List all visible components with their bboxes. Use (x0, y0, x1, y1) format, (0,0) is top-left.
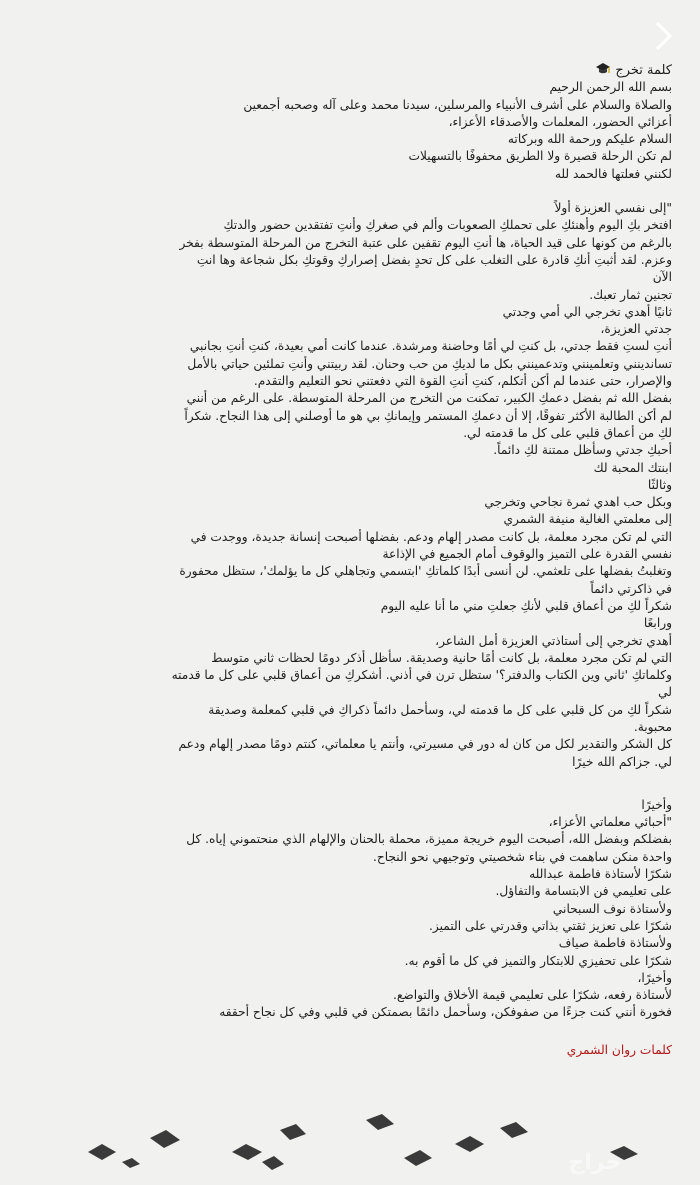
text-line: أنتِ لستِ فقط جدتي، بل كنتِ لي أمًا وحاضنة ومرشدة. عندما كانت أمي بعيدة، كنتِ أنتِ بجانبي (189, 339, 672, 354)
document-title: كلمة تخرج (80, 62, 672, 79)
text-line: لم تكن الرحلة قصيرة ولا الطريق محفوفًا بالتسهيلات (408, 149, 672, 164)
section-teacher-amal (80, 615, 672, 771)
text-line: شكراً لكِ من أعماق قلبي لأنكِ جعلتِ مني ما أنا عليه اليوم (380, 598, 672, 613)
graduation-cap-icon (595, 62, 611, 76)
text-line: أعزائي الحضور، المعلمات والأصدقاء الأعزاء، (448, 114, 672, 129)
text-line: ولأستاذة فاطمة صياف (558, 936, 672, 951)
text-line: وتغلبتُ بفضلها على تلعثمي. لن أنسى أبدًا كلماتكِ 'ابتسمي وتجاهلي كل ما يؤلمك'، ستظل محفورة (179, 564, 672, 579)
signature: كلمات روان الشمري (566, 1042, 672, 1057)
text-line: محبوبة. (633, 719, 672, 734)
text-line: على تعليمي فن الابتسامة والتفاؤل. (495, 884, 672, 899)
text-line: لكِ من أعماق قلبي على كل ما قدمته لي. (463, 425, 672, 440)
text-line: ابنتك المحبة لك (593, 460, 672, 475)
section-heading: ورابعًا (643, 616, 672, 631)
opening-section (80, 79, 672, 183)
text-line: كل الشكر والتقدير لكل من كان له دور في مسيرتي، وأنتم يا معلماتي، كنتم دومًا مصدر إلهام ودعم (178, 737, 672, 752)
text-line: وكلماتكِ 'ثاني وين الكتاب والدفتر؟' ستظل ترن في أذني. أشكركِ من أعماق قلبي على كل ما قدمته (171, 668, 672, 683)
text-line: جدتي العزيزة، (600, 322, 672, 337)
text-line: أحبكِ جدتي وسأظل ممتنة لكِ دائماً. (493, 443, 672, 458)
text-line: تجنين ثمار تعبك. (589, 287, 672, 302)
text-line: والإصرار، حتى عندما لم أكن أتكلم، كنتِ أنتِ القوة التي دفعتني نحو التعليم والتقدم. (253, 374, 672, 389)
text-line: التي لم تكن مجرد معلمة، بل كانت مصدر إلهام ودعم. بفضلها أصبحت إنسانة جديدة، ووجدت في (190, 529, 672, 544)
text-line: شكرًا على تحفيزي للابتكار والتميز في كل ما أقوم به. (404, 953, 672, 968)
text-line: الآن (652, 270, 672, 285)
text-line: شكرًا على تعزيز ثقتي بذاتي وقدرتي على التميز. (429, 918, 672, 933)
document-body (80, 62, 672, 1059)
text-line: لأستاذة رفعه، شكرًا على تعليمي قيمة الأخلاق والتواضع. (393, 988, 672, 1003)
text-line: لي (658, 685, 672, 700)
text-line: لكنني فعلتها فالحمد لله (554, 166, 672, 181)
text-line: لي. جزاكم الله خيرًا (572, 754, 672, 769)
text-line: شكرًا لأستاذة فاطمة عبدالله (529, 867, 672, 882)
text-line: أهدي تخرجي إلى أستاذتي العزيزة أمل الشاعر، (435, 633, 672, 648)
text-line: في ذاكرتي دائماً (590, 581, 672, 596)
text-line: "أحبائي معلماتي الأعزاء، (548, 815, 672, 830)
text-line: إلى معلمتي الغالية منيفة الشمري (503, 512, 672, 527)
section-heading: وثالثًا (647, 477, 672, 492)
text-line: وعزم. لقد أثبتِ أنكِ قادرة على التغلب على كل تحدٍ بفضل إصراركِ وقوتكِ بكل شجاعة وها انتِ (196, 252, 672, 267)
watermark-logo: حراج (568, 1150, 622, 1175)
section-teachers (80, 797, 672, 1022)
text-line: ولأستاذة نوف السبحاني (552, 901, 672, 916)
section-heading: "إلى نفسي العزيزة أولاً (554, 201, 672, 216)
text-line: التي لم تكن مجرد معلمة، بل كانت أمًا حانية وصديقة. سأظل أذكر دومًا لحظات ثاني متوسط (211, 650, 672, 665)
section-teacher-munifa (80, 477, 672, 615)
text-line: شكراً لكِ من كل قلبي على كل ما قدمته لي، وسأحمل دائماً ذكراكِ في قلبي كمعلمة وصديقة (208, 702, 672, 717)
text-line: بفضل الله ثم بفضل دعمكِ الكبير، تمكنت من التخرج من المرحلة المتوسطة. على الرغم من أنني (186, 391, 672, 406)
text-line: وبكل حب اهدي ثمرة نجاحي وتخرجي (484, 495, 672, 510)
basmala-line: بسم الله الرحمن الرحيم (549, 80, 672, 95)
text-line: واحدة منكن ساهمت في بناء شخصيتي وتوجيهي نحو النجاح. (372, 849, 672, 864)
text-line: بالرغم من كونها على قيد الحياة، ها أنتِ اليوم تقفين على عتبة التخرج من المرحلة المتوسطة بفخر (179, 235, 672, 250)
text-line: السلام عليكم ورحمة الله وبركاته (507, 132, 672, 147)
section-self (80, 200, 672, 304)
section-grandmother (80, 304, 672, 477)
section-heading: ثانيًا أهدي تخرجي الي أمي وجدتي (502, 304, 672, 319)
chevron-right-icon[interactable] (650, 18, 678, 54)
text-line: تساندينني وتعلمينني وتدعمينني بكل ما لديكِ من حب وحنان. لقد ربيتني وأنتِ تملئين حياتي بالأمل (187, 356, 672, 371)
section-heading: وأخيرًا (641, 797, 672, 812)
text-line: لم أكن الطالبة الأكثر تفوقًا، إلا أن دعمكِ المستمر وإيمانكِ بي هو ما أوصلني إلى هذا النجاح. شكراً (184, 408, 672, 423)
text-line: افتخر بكِ اليوم وأهنئكِ على تحملكِ الصعوبات وألم في صغركِ وأنتِ تفتقدين حضور والدتكِ (223, 218, 672, 233)
text-line: وأخيرًا، (637, 970, 672, 985)
text-line: بفضلكم وبفضل الله، أصبحت اليوم خريجة مميزة، محملة بالحنان والإلهام الذي منحتموني إياه. كل (186, 832, 672, 847)
text-line: فخورة أنني كنت جزءًا من صفوفكن، وسأحمل دائمًا بصمتكن في قلبي وفي كل نجاح أحققه (219, 1005, 672, 1020)
text-line: والصلاة والسلام على أشرف الأنبياء والمرسلين، سيدنا محمد وعلى آله وصحبه أجمعين (243, 97, 672, 112)
text-line: نفسي القدرة على التميز والوقوف أمام الجميع في الإذاعة (382, 547, 672, 562)
